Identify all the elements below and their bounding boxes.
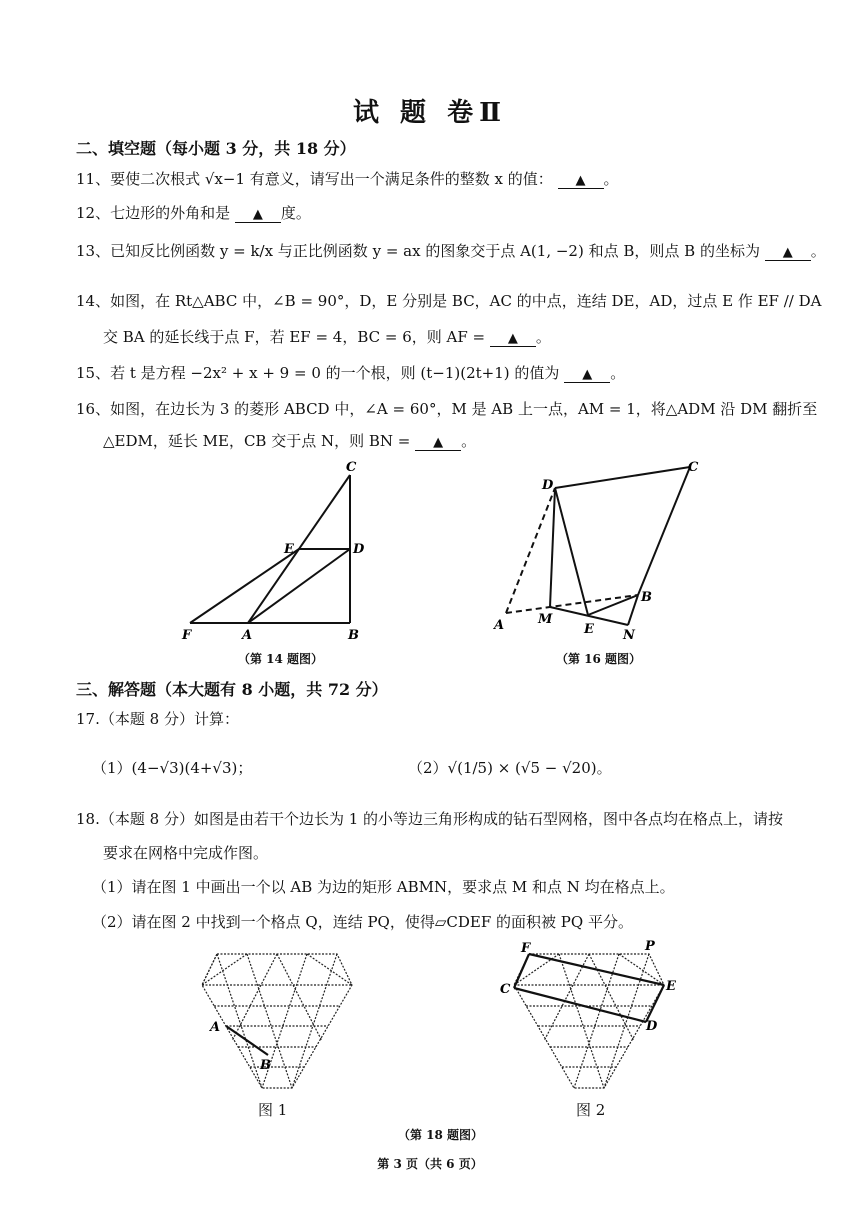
question-16-line1 — [76, 398, 817, 419]
side-FE — [529, 954, 664, 985]
label-P: P — [645, 939, 655, 954]
line-BE — [588, 595, 638, 615]
label-E: E — [284, 542, 294, 557]
label-C: C — [688, 460, 699, 475]
figure-18-1 — [190, 945, 360, 1095]
q12-end: 度。 — [280, 204, 311, 222]
label-A: A — [242, 628, 253, 643]
q14-number: 14、 — [76, 292, 111, 310]
label-N: N — [623, 628, 635, 643]
question-16-line2 — [103, 430, 476, 451]
grid-line — [202, 954, 247, 985]
label-B: B — [348, 628, 359, 643]
section-2-heading: 二、填空题（每小题 3 分，共 18 分） — [76, 139, 356, 158]
label-C: C — [500, 982, 511, 997]
q16-line1: 如图，在边长为 3 的菱形 ABCD 中，∠A = 60°，M 是 AB 上一点，AM = 1，将△ADM 沿 DM 翻折至 — [110, 400, 818, 418]
q11-end: 。 — [603, 170, 619, 188]
figure-18-2 — [495, 938, 685, 1098]
grid-line — [232, 954, 277, 1041]
q16-end: 。 — [461, 432, 477, 450]
label-M: M — [538, 612, 553, 627]
q17-number: 17. — [76, 710, 100, 728]
q12-number: 12、 — [76, 204, 111, 222]
label-A: A — [210, 1020, 221, 1035]
label-F: F — [182, 628, 192, 643]
grid-line — [292, 954, 337, 1088]
q16-line2: △EDM，延长 ME，CB 交于点 N，则 BN = — [103, 432, 411, 450]
page-footer: 第 3 页（共 6 页） — [377, 1157, 483, 1171]
label-B: B — [260, 1058, 271, 1073]
q12-answer-blank: ▲ — [235, 207, 281, 223]
grid-line — [307, 954, 352, 985]
q18-line1: （本题 8 分）如图是由若干个边长为 1 的小等边三角形构成的钻石型网格，图中各点均在格点上，请按 — [99, 810, 784, 828]
q14-end: 。 — [535, 328, 551, 346]
figure-16-caption: （第 16 题图） — [556, 652, 642, 666]
label-D: D — [542, 478, 554, 493]
q13-text: 已知反比例函数 y = k/x 与正比例函数 y = ax 的图象交于点 A(1, −2) 和点 B，则点 B 的坐标为 — [110, 242, 760, 260]
side-ED — [646, 985, 664, 1022]
q17-text: （本题 8 分）计算： — [99, 710, 239, 728]
page-title: 试 题 卷Ⅱ — [352, 98, 508, 128]
figure-14-caption: （第 14 题图） — [238, 652, 324, 666]
grid-line — [217, 954, 262, 1088]
line-DM — [550, 488, 555, 607]
grid-outline — [202, 954, 352, 1088]
label-D: D — [646, 1019, 658, 1034]
question-18-line1 — [76, 808, 783, 829]
q17-part1: （1）(4−√3)(4+√3)； — [92, 759, 253, 777]
figure-14 — [170, 455, 390, 655]
grid-line — [277, 954, 322, 1041]
figure-18-2-caption: 图 2 — [576, 1101, 606, 1119]
side-CF — [514, 954, 529, 988]
q13-answer-blank: ▲ — [765, 245, 811, 261]
question-15 — [76, 362, 625, 383]
grid-line — [559, 954, 604, 1088]
q16-answer-blank: ▲ — [415, 435, 461, 451]
q11-text: 要使二次根式 √x−1 有意义，请写出一个满足条件的整数 x 的值： — [110, 170, 553, 188]
q13-end: 。 — [810, 242, 826, 260]
question-14-line1 — [76, 290, 821, 311]
side-DC — [514, 988, 646, 1022]
label-F: F — [521, 941, 531, 956]
question-18-line2: 要求在网格中完成作图。 — [103, 844, 269, 862]
q15-answer-blank: ▲ — [564, 367, 610, 383]
q14-line2: 交 BA 的延长线于点 F，若 EF = 4，BC = 6，则 AF = — [103, 328, 486, 346]
label-A: A — [494, 618, 505, 633]
q15-number: 15、 — [76, 364, 111, 382]
q18-number: 18. — [76, 810, 100, 828]
q15-end: 。 — [610, 364, 626, 382]
q13-number: 13、 — [76, 242, 111, 260]
label-E: E — [584, 622, 594, 637]
line-DC — [555, 467, 690, 488]
dashed-AD — [506, 488, 555, 613]
dashed-AB — [506, 595, 638, 613]
q11-number: 11、 — [76, 170, 111, 188]
q11-answer-blank: ▲ — [558, 173, 604, 189]
question-11 — [76, 168, 619, 189]
question-14-line2 — [103, 326, 551, 347]
section-3-heading: 三、解答题（本大题有 8 小题，共 72 分） — [76, 680, 388, 699]
question-12 — [76, 202, 311, 223]
q17-part2: （2）√(1/5) × (√5 − √20)。 — [408, 759, 612, 777]
line-AD — [248, 549, 350, 623]
label-C: C — [346, 460, 357, 475]
q16-number: 16、 — [76, 400, 111, 418]
question-13 — [76, 240, 826, 261]
grid-line — [589, 954, 634, 1041]
line-CB — [638, 467, 690, 595]
q18-part2: （2）请在图 2 中找到一个格点 Q，连结 PQ，使得▱CDEF 的面积被 PQ 平分。 — [92, 913, 633, 931]
label-D: D — [353, 542, 365, 557]
q15-text: 若 t 是方程 −2x² + x + 9 = 0 的一个根，则 (t−1)(2t+1) 的值为 — [110, 364, 560, 382]
figure-18-1-caption: 图 1 — [258, 1101, 288, 1119]
label-B: B — [641, 590, 652, 605]
q14-line1: 如图，在 Rt△ABC 中，∠B = 90°，D，E 分别是 BC，AC 的中点，连结 DE，AD，过点 E 作 EF // DA — [110, 292, 822, 310]
figure-18-caption: （第 18 题图） — [398, 1128, 484, 1142]
line-BN — [628, 595, 638, 625]
line-FE — [190, 549, 299, 623]
q12-text: 七边形的外角和是 — [110, 204, 231, 222]
line-DE — [555, 488, 588, 615]
question-17 — [76, 708, 239, 729]
label-E: E — [666, 979, 676, 994]
q18-part1: （1）请在图 1 中画出一个以 AB 为边的矩形 ABMN，要求点 M 和点 N 均在格点上。 — [92, 878, 675, 896]
figure-16 — [480, 455, 720, 655]
segment-AB — [226, 1026, 268, 1055]
q14-answer-blank: ▲ — [490, 331, 536, 347]
